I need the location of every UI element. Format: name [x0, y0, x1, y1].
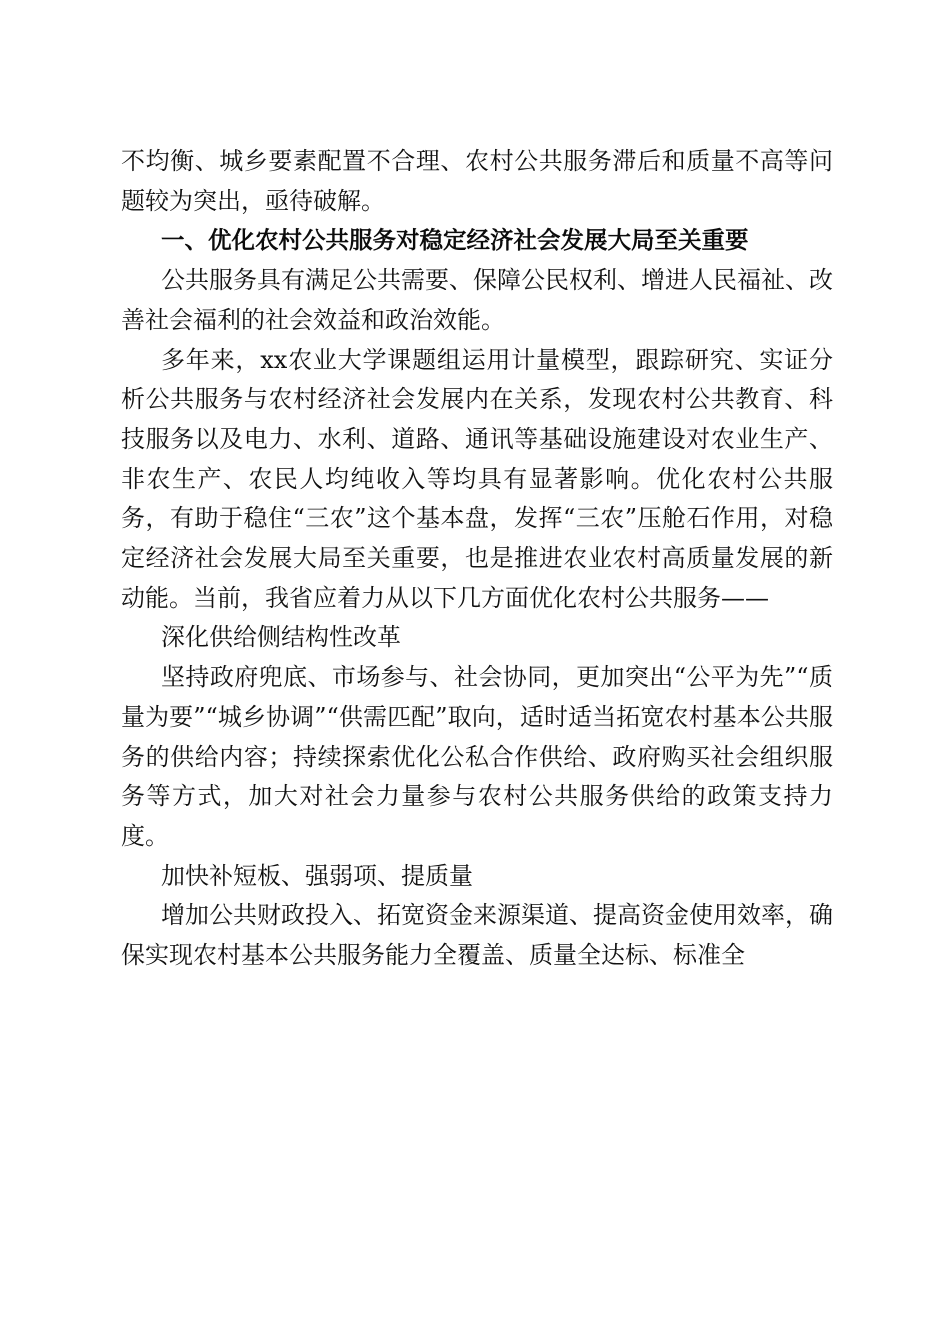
subheading-supply-side-reform: 深化供给侧结构性改革	[161, 623, 401, 652]
paragraph-research-findings: 多年来，xx农业大学课题组运用计量模型，跟踪研究、实证分析公共服务与农村经济社会发展内在关系，发现农村公共教育、科技服务以及电力、水利、道路、通讯等基础设施建设对农业生产、非农生产、农民人均纯收入等均具有显著影响。优化农村公共服务，有助于稳住“三农”这个基本盘，发挥“三农”压舱石作用，对稳定经济社会发展大局至关重要，也是推进农业农村高质量发展的新动能。当前，我省应着力从以下几方面优化农村公共服务——	[121, 345, 833, 612]
paragraph-supply-side-reform: 坚持政府兜底、市场参与、社会协同，更加突出“公平为先”“质量为要”“城乡协调”“供需匹配”取向，适时适当拓宽农村基本公共服务的供给内容；持续探索优化公私合作供给、政府购买社会组织服务等方式，加大对社会力量参与农村公共服务供给的政策支持力度。	[121, 663, 833, 850]
paragraph-continuation: 不均衡、城乡要素配置不合理、农村公共服务滞后和质量不高等问题较为突出，亟待破解。	[121, 147, 833, 215]
section-heading: 一、优化农村公共服务对稳定经济社会发展大局至关重要	[161, 226, 749, 255]
paragraph-financial-investment: 增加公共财政投入、拓宽资金来源渠道、提高资金使用效率，确保实现农村基本公共服务能力全覆盖、质量全达标、标准全	[121, 901, 833, 970]
document-body	[121, 142, 833, 976]
subheading-shortcomings: 加快补短板、强弱项、提质量	[161, 861, 473, 890]
paragraph-public-service-definition: 公共服务具有满足公共需要、保障公民权利、增进人民福祉、改善社会福利的社会效益和政治效能。	[121, 266, 833, 334]
